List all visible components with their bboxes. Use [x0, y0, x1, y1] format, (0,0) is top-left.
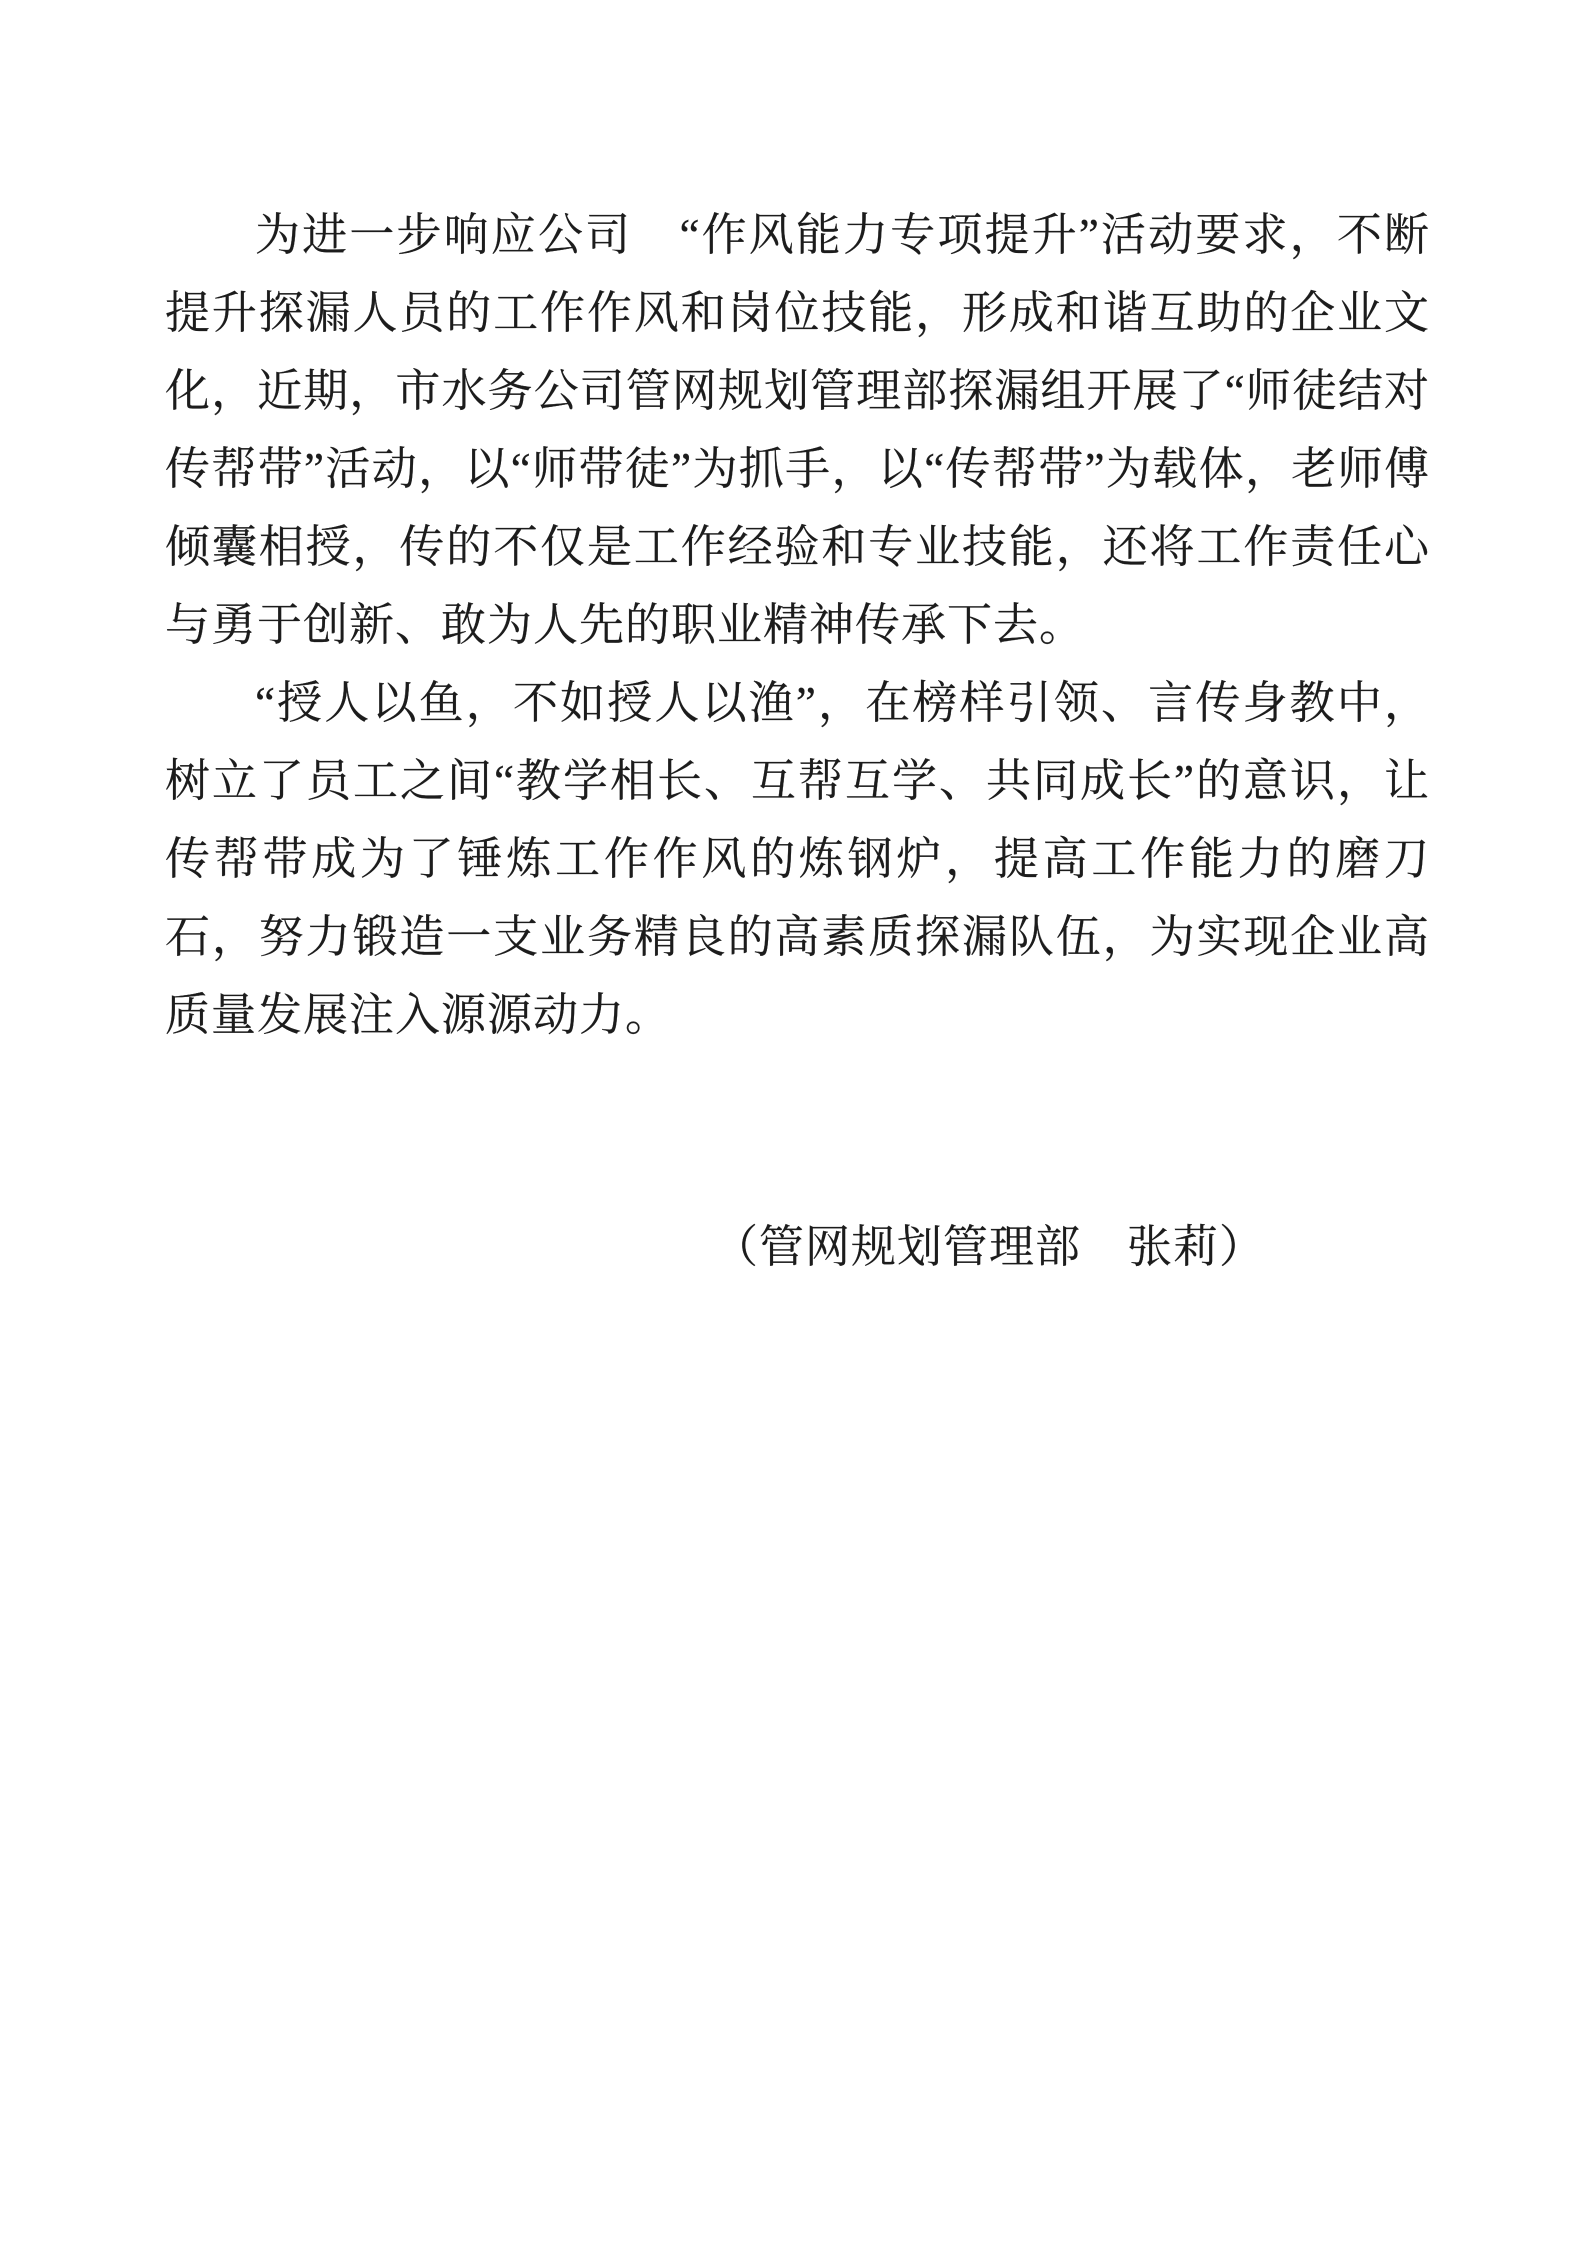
document-body [165, 196, 1430, 1286]
paragraph-1: 为进一步响应公司 “作风能力专项提升”活动要求，不断提升探漏人员的工作作风和岗位技能，形成和谐互助的企业文化，近期，市水务公司管网规划管理部探漏组开展了“师徒结对传帮带”活动，以“师带徒”为抓手，以“传帮带”为载体，老师傅倾囊相授，传的不仅是工作经验和专业技能，还将工作责任心与勇于创新、敢为人先的职业精神传承下去。 [165, 210, 1430, 650]
signature-line: （管网规划管理部 张莉） [713, 1222, 1266, 1272]
paragraph-2: “授人以鱼，不如授人以渔”，在榜样引领、言传身教中，树立了员工之间“教学相长、互帮互学、共同成长”的意识，让传帮带成为了锤炼工作作风的炼钢炉，提高工作能力的磨刀石，努力锻造一支业务精良的高素质探漏队伍，为实现企业高质量发展注入源源动力。 [165, 678, 1430, 1040]
